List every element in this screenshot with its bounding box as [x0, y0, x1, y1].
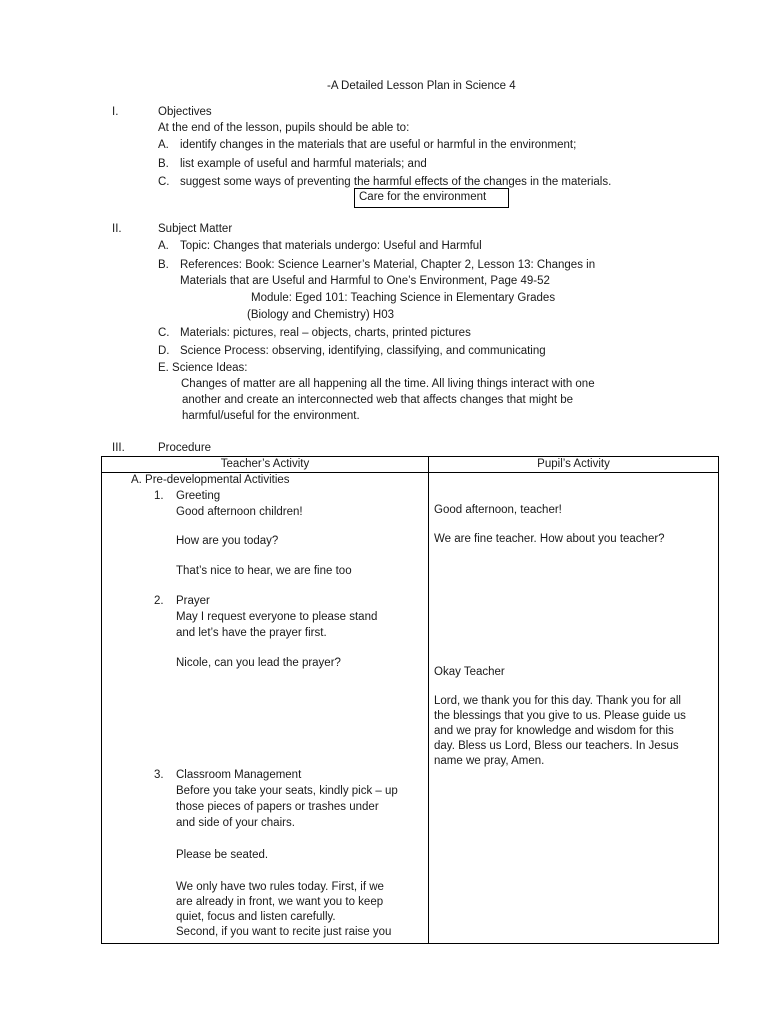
pupil-line: day. Bless us Lord, Bless our teachers. In Jesus [434, 740, 679, 752]
pupil-line: Lord, we thank you for this day. Thank you for all [434, 695, 681, 707]
list-marker: 3. [154, 769, 164, 781]
column-header-pupil: Pupil’s Activity [429, 457, 719, 473]
section-number: I. [112, 106, 119, 118]
teacher-line: Nicole, can you lead the prayer? [176, 657, 341, 669]
materials-text: Materials: pictures, real – objects, charts, printed pictures [180, 327, 471, 339]
science-process-text: Science Process: observing, identifying, classifying, and communicating [180, 345, 546, 357]
column-header-teacher: Teacher’s Activity [102, 457, 429, 473]
pupil-line: We are fine teacher. How about you teacher? [434, 533, 665, 545]
subsection-heading: A. Pre-developmental Activities [131, 474, 290, 486]
teacher-line: That’s nice to hear, we are fine too [176, 565, 352, 577]
section-number: II. [112, 223, 122, 235]
teacher-line: We only have two rules today. First, if we [176, 881, 384, 893]
pupil-line: Good afternoon, teacher! [434, 504, 562, 516]
teacher-line: Second, if you want to recite just raise you [176, 926, 392, 938]
teacher-line: those pieces of papers or trashes under [176, 801, 379, 813]
science-ideas-line: Changes of matter are all happening all the time. All living things interact with one [181, 378, 595, 390]
pupil-line: the blessings that you give to us. Please guide us [434, 710, 686, 722]
list-marker: C. [158, 327, 170, 339]
science-ideas-heading: E. Science Ideas: [158, 362, 248, 374]
teacher-line: May I request everyone to please stand [176, 611, 378, 623]
pupil-line: and we pray for knowledge and wisdom for this [434, 725, 674, 737]
teacher-line: How are you today? [176, 535, 279, 547]
objective-item: suggest some ways of preventing the harmful effects of the changes in the materials. [180, 176, 612, 188]
page-title: -A Detailed Lesson Plan in Science 4 [327, 80, 516, 92]
topic-text: Topic: Changes that materials undergo: Useful and Harmful [180, 240, 482, 252]
pupil-line: name we pray, Amen. [434, 755, 545, 767]
section-heading-objectives: Objectives [158, 106, 212, 118]
section-number: III. [112, 442, 125, 454]
activity-heading-classroom-management: Classroom Management [176, 769, 302, 781]
objectives-intro: At the end of the lesson, pupils should be able to: [158, 122, 410, 134]
teacher-line: Good afternoon children! [176, 506, 303, 518]
list-marker: B. [158, 158, 169, 170]
teacher-activity-cell [102, 473, 429, 944]
value-box: Care for the environment [354, 188, 509, 208]
teacher-line: and let’s have the prayer first. [176, 627, 327, 639]
references-line: Module: Eged 101: Teaching Science in Elementary Grades [251, 292, 556, 304]
objective-item: list example of useful and harmful materials; and [180, 158, 427, 170]
list-marker: A. [158, 139, 169, 151]
activity-heading-prayer: Prayer [176, 595, 210, 607]
teacher-line: are already in front, we want you to keep [176, 896, 384, 908]
list-marker: B. [158, 259, 169, 271]
section-heading-subject-matter: Subject Matter [158, 223, 233, 235]
teacher-line: Please be seated. [176, 849, 269, 861]
pupil-line: Okay Teacher [434, 666, 505, 678]
activity-heading-greeting: Greeting [176, 490, 221, 502]
references-line: (Biology and Chemistry) H03 [247, 309, 395, 321]
pupil-activity-cell [429, 473, 719, 944]
references-line: References: Book: Science Learner’s Material, Chapter 2, Lesson 13: Changes in [180, 259, 596, 271]
list-marker: 2. [154, 595, 164, 607]
references-line: Materials that are Useful and Harmful to One’s Environment, Page 49-52 [180, 275, 550, 287]
procedure-table [101, 456, 719, 944]
teacher-line: and side of your chairs. [176, 817, 295, 829]
science-ideas-line: another and create an interconnected web that affects changes that might be [182, 394, 574, 406]
section-heading-procedure: Procedure [158, 442, 212, 454]
teacher-line: quiet, focus and listen carefully. [176, 911, 336, 923]
list-marker: C. [158, 176, 170, 188]
science-ideas-line: harmful/useful for the environment. [182, 410, 360, 422]
list-marker: D. [158, 345, 170, 357]
list-marker: A. [158, 240, 169, 252]
list-marker: 1. [154, 490, 164, 502]
teacher-line: Before you take your seats, kindly pick – up [176, 785, 398, 797]
objective-item: identify changes in the materials that are useful or harmful in the environment; [180, 139, 577, 151]
